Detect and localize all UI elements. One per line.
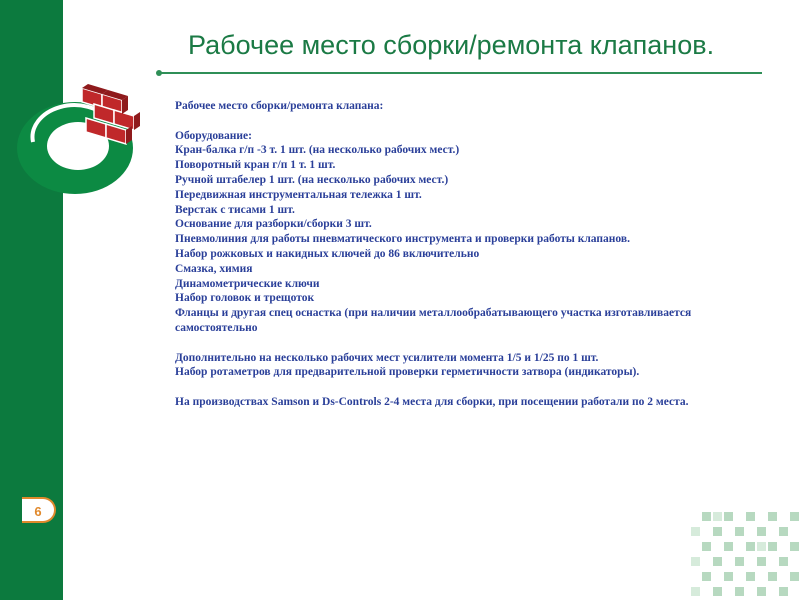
dot-grid-decoration <box>690 500 800 600</box>
spacer <box>175 336 775 351</box>
equipment-item: Передвижная инструментальная тележка 1 шт. <box>175 188 422 201</box>
page-number-badge: 6 <box>22 497 56 523</box>
equipment-item: Ручной штабелер 1 шт. (на несколько рабочих мест.) <box>175 173 449 186</box>
equipment-item: Основание для разборки/сборки 3 шт. <box>175 218 372 231</box>
equipment-item: Пневмолиния для работы пневматического инструмента и проверки работы клапанов. <box>175 233 630 246</box>
title-underline <box>160 72 762 74</box>
ring-and-bricks-logo <box>0 80 160 210</box>
slide-content <box>175 99 775 410</box>
equipment-item: Динамометрические ключи <box>175 277 320 290</box>
production-note: На производствах Samson и Ds-Controls 2-4 места для сборки, при посещении работали по 2 места. <box>175 395 689 408</box>
spacer <box>175 114 775 129</box>
equipment-item: Поворотный кран г/п 1 т. 1 шт. <box>175 159 336 172</box>
spacer <box>175 380 775 395</box>
equipment-item: Верстак с тисами 1 шт. <box>175 203 295 216</box>
equipment-item: Набор рожковых и накидных ключей до 86 включительно <box>175 247 480 260</box>
equipment-title: Оборудование: <box>175 129 252 142</box>
additional-item: Набор ротаметров для предварительной проверки герметичности затвора (индикаторы). <box>175 366 640 379</box>
equipment-item: Кран-балка г/п -3 т. 1 шт. (на несколько рабочих мест.) <box>175 144 460 157</box>
slide-title: Рабочее место сборки/ремонта клапанов. <box>188 30 715 60</box>
content-heading: Рабочее место сборки/ремонта клапана: <box>175 100 384 112</box>
additional-item: Дополнительно на несколько рабочих мест усилители момента 1/5 и 1/25 по 1 шт. <box>175 351 599 364</box>
equipment-item: Фланцы и другая спец оснастка (при наличии металлообрабатывающего участка изготавливается самостоятельно <box>175 307 692 334</box>
equipment-item: Смазка, химия <box>175 262 253 275</box>
equipment-item: Набор головок и трещоток <box>175 292 315 305</box>
